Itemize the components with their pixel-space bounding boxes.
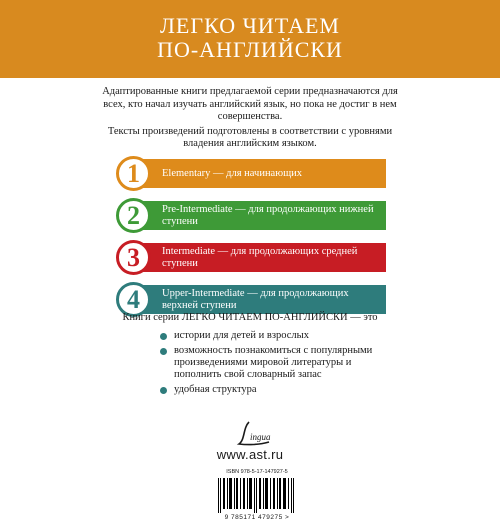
level-bar: Intermediate — для продолжающих средней ступени	[132, 243, 386, 272]
intro-text	[100, 86, 400, 153]
feature-text: возможность познакомиться с популярными произведениями мировой литературы и пополнить свой словарный запас	[174, 345, 373, 380]
level-item-1	[116, 156, 386, 191]
bullet-icon	[160, 387, 167, 394]
level-bar: Pre-Intermediate — для продолжающих нижней ступени	[132, 201, 386, 230]
barcode-bars	[216, 478, 298, 513]
level-number-badge: 3	[116, 240, 151, 275]
bullet-icon	[160, 333, 167, 340]
cover-header	[0, 0, 500, 78]
intro-paragraph-1: Адаптированные книги предлагаемой серии предназначаются для всех, кто начал изучать английский язык, но пока не достиг в нем совершенства.	[102, 86, 398, 122]
series-description: Книги серии ЛЕГКО ЧИТАЕМ ПО-АНГЛИЙСКИ — это	[122, 312, 378, 323]
feature-text: истории для детей и взрослых	[174, 330, 309, 341]
feature-text: удобная структура	[174, 384, 257, 395]
barcode	[212, 469, 302, 525]
level-item-2	[116, 198, 386, 233]
bullet-icon	[160, 348, 167, 355]
lingua-logo-icon	[235, 418, 275, 448]
barcode-number: 9 785171 479275 >	[224, 514, 290, 521]
level-number-badge: 2	[116, 198, 151, 233]
feature-item	[160, 345, 400, 381]
isbn-text: ISBN 978-5-17-147927-5	[226, 469, 288, 475]
svg-text:ingua: ingua	[250, 432, 271, 442]
intro-paragraph-2: Тексты произведений подготовлены в соответствии с уровнями владения английским языком.	[107, 125, 393, 149]
level-item-3	[116, 240, 386, 275]
level-number-badge: 1	[116, 156, 151, 191]
feature-item	[160, 330, 400, 342]
level-bar: Elementary — для начинающих	[132, 159, 386, 188]
level-number-badge: 4	[116, 282, 151, 317]
series-title-line-1: ЛЕГКО ЧИТАЕМ	[159, 13, 340, 38]
feature-list	[160, 330, 400, 399]
level-bar: Upper-Intermediate — для продолжающих верхней ступени	[132, 285, 386, 314]
website-url: www.ast.ru	[216, 447, 284, 462]
level-list	[116, 156, 386, 324]
series-title-line-2: ПО-АНГЛИЙСКИ	[157, 37, 343, 62]
feature-item	[160, 384, 400, 396]
